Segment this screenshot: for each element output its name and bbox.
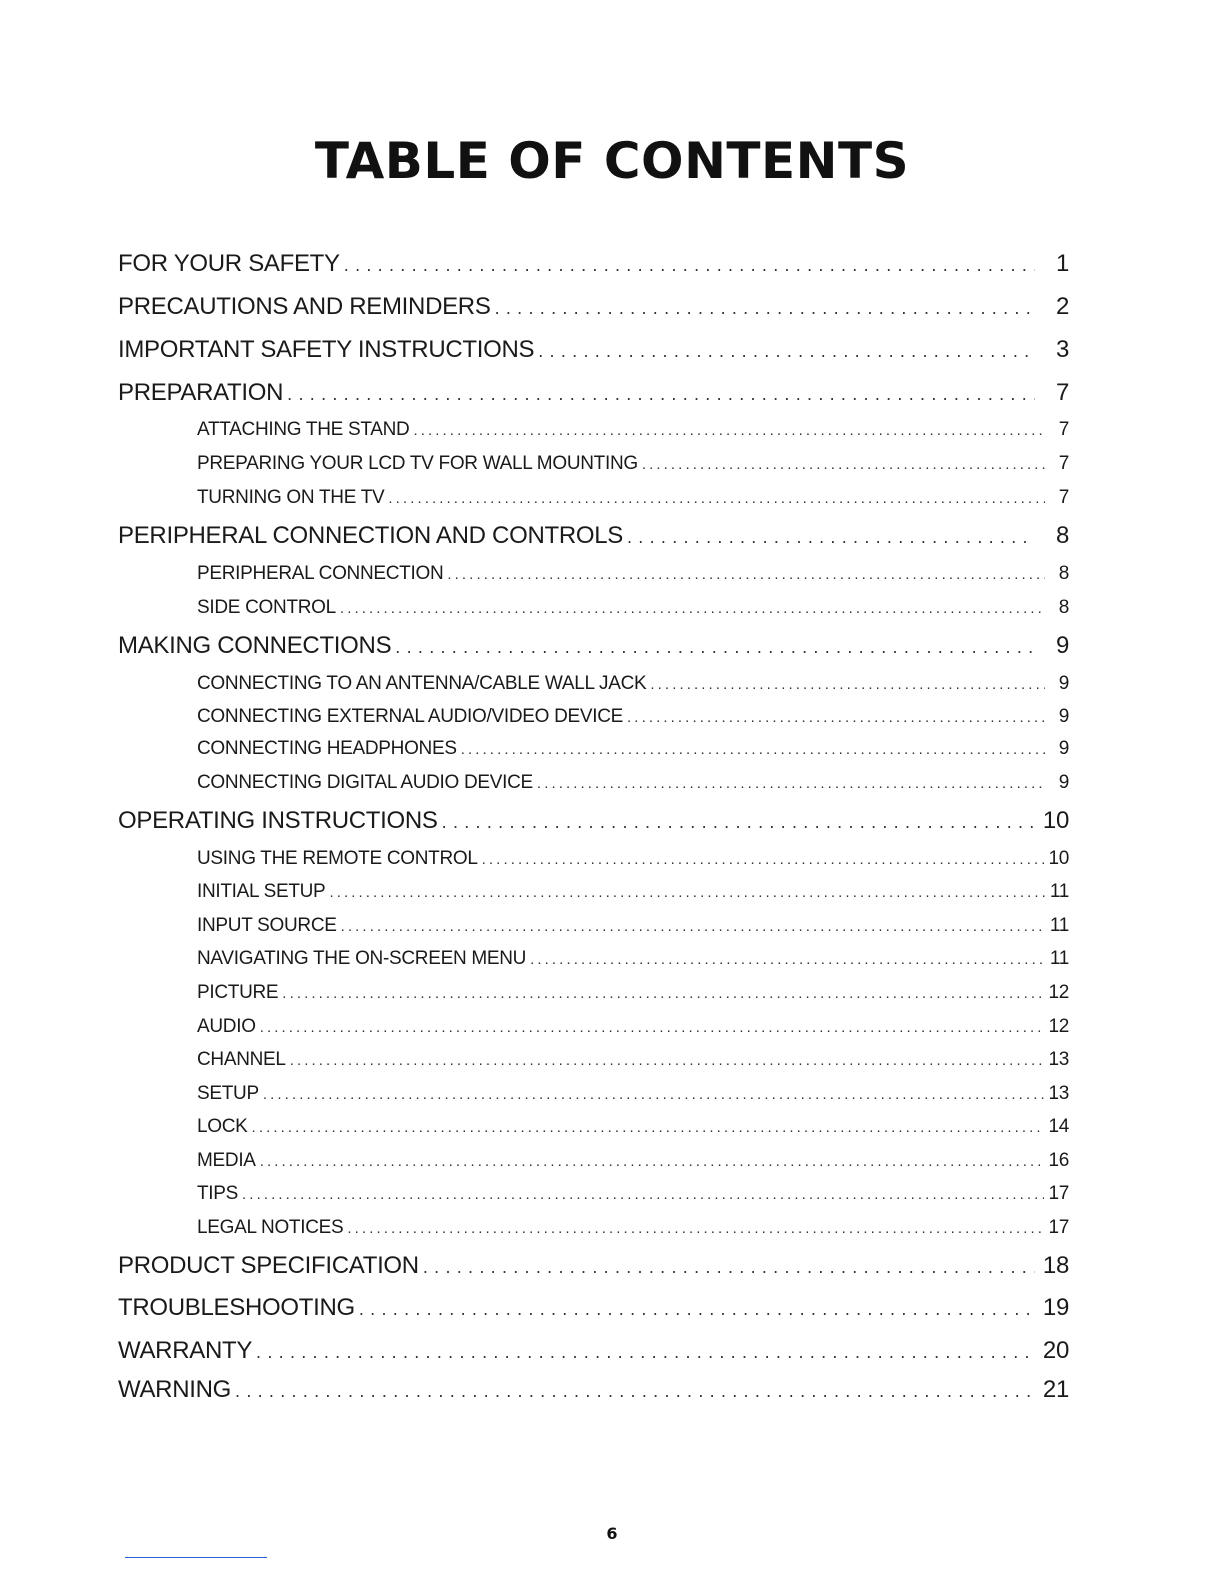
toc-entry-page: 17	[1048, 1183, 1069, 1204]
toc-subentry[interactable]	[197, 948, 1069, 970]
page-title: TABLE OF CONTENTS	[314, 132, 910, 190]
toc-entry-label: SETUP	[197, 1083, 259, 1104]
toc-leader-dots	[235, 1381, 1035, 1402]
toc-subentry[interactable]	[197, 982, 1069, 1004]
toc-entry-page: 21	[1042, 1376, 1069, 1403]
toc-leader-dots	[282, 985, 1044, 1002]
toc-entry-page: 17	[1048, 1217, 1069, 1238]
toc-leader-dots	[495, 298, 1035, 319]
toc-entry-page: 2	[1055, 293, 1069, 320]
toc-leader-dots	[413, 422, 1045, 439]
toc-entry-page: 8	[1058, 597, 1069, 618]
toc-subentry[interactable]	[197, 881, 1069, 903]
toc-entry-page: 19	[1042, 1294, 1069, 1321]
toc-leader-dots	[242, 1186, 1044, 1203]
toc-subentry[interactable]	[197, 673, 1069, 695]
toc-entry-label: MAKING CONNECTIONS	[118, 632, 392, 659]
toc-entry-label: CONNECTING DIGITAL AUDIO DEVICE	[197, 772, 533, 793]
toc-entry[interactable]	[118, 250, 1069, 278]
toc-leader-dots	[642, 456, 1045, 473]
toc-subentry[interactable]	[197, 1016, 1069, 1038]
toc-entry-page: 13	[1048, 1083, 1069, 1104]
toc-leader-dots	[341, 918, 1045, 935]
toc-entry-page: 11	[1049, 915, 1069, 936]
toc-entry-label: WARRANTY	[118, 1337, 253, 1364]
toc-entry-page: 11	[1049, 948, 1069, 969]
toc-entry-label: ATTACHING THE STAND	[197, 419, 410, 440]
toc-leader-dots	[627, 527, 1035, 548]
toc-entry-page: 7	[1058, 419, 1069, 440]
toc-subentry[interactable]	[197, 1183, 1069, 1205]
toc-leader-dots	[442, 812, 1035, 833]
toc-entry-label: WARNING	[118, 1376, 232, 1403]
toc-entry-page: 14	[1048, 1116, 1069, 1137]
toc-subentry[interactable]	[197, 1217, 1069, 1239]
toc-leader-dots	[260, 1153, 1045, 1170]
toc-entry-page: 9	[1058, 772, 1069, 793]
toc-leader-dots	[252, 1119, 1045, 1136]
toc-entry[interactable]	[118, 1337, 1069, 1365]
toc-subentry[interactable]	[197, 597, 1069, 619]
toc-entry-label: SIDE CONTROL	[197, 597, 336, 618]
toc-leader-dots	[347, 1220, 1044, 1237]
toc-subentry[interactable]	[197, 738, 1069, 760]
toc-entry-label: INPUT SOURCE	[197, 915, 337, 936]
toc-leader-dots	[423, 1257, 1035, 1278]
toc-entry-label: INITIAL SETUP	[197, 881, 326, 902]
toc-subentry[interactable]	[197, 915, 1069, 937]
toc-entry-label: USING THE REMOTE CONTROL	[197, 848, 478, 869]
toc-entry[interactable]	[118, 379, 1069, 407]
toc-leader-dots	[482, 851, 1045, 868]
toc-subentry[interactable]	[197, 1150, 1069, 1172]
toc-subentry[interactable]	[197, 419, 1069, 441]
toc-entry-page: 8	[1058, 563, 1069, 584]
toc-leader-dots	[447, 566, 1045, 583]
toc-entry[interactable]	[118, 336, 1069, 364]
toc-entry-label: IMPORTANT SAFETY INSTRUCTIONS	[118, 336, 535, 363]
toc-entry-label: LOCK	[197, 1116, 248, 1137]
toc-leader-dots	[287, 384, 1035, 405]
toc-entry-page: 9	[1055, 632, 1069, 659]
toc-entry[interactable]	[118, 1294, 1069, 1322]
toc-subentry[interactable]	[197, 563, 1069, 585]
toc-entry-page: 12	[1048, 982, 1069, 1003]
toc-subentry[interactable]	[197, 1116, 1069, 1138]
toc-leader-dots	[537, 775, 1045, 792]
toc-entry-page: 11	[1049, 881, 1069, 902]
toc-entry-page: 12	[1048, 1016, 1069, 1037]
toc-entry[interactable]	[118, 1376, 1069, 1404]
toc-entry-label: PREPARATION	[118, 379, 284, 406]
toc-entry-page: 16	[1048, 1150, 1069, 1171]
toc-entry-page: 3	[1055, 336, 1069, 363]
toc-subentry[interactable]	[197, 848, 1069, 870]
toc-entry-label: CONNECTING HEADPHONES	[197, 738, 457, 759]
toc-leader-dots	[329, 884, 1045, 901]
toc-entry-page: 7	[1055, 379, 1069, 406]
toc-entry-label: TIPS	[197, 1183, 239, 1204]
toc-leader-dots	[290, 1052, 1045, 1069]
toc-entry-page: 7	[1058, 453, 1069, 474]
toc-leader-dots	[260, 1019, 1045, 1036]
toc-entry-label: TROUBLESHOOTING	[118, 1294, 355, 1321]
toc-entry-label: MEDIA	[197, 1150, 256, 1171]
toc-entry-label: PREPARING YOUR LCD TV FOR WALL MOUNTING	[197, 453, 638, 474]
toc-leader-dots	[395, 637, 1035, 658]
toc-subentry[interactable]	[197, 487, 1069, 509]
toc-leader-dots	[340, 600, 1045, 617]
toc-entry-label: AUDIO	[197, 1016, 256, 1037]
toc-entry[interactable]	[118, 632, 1069, 660]
toc-entry-page: 10	[1048, 848, 1069, 869]
toc-subentry[interactable]	[197, 772, 1069, 794]
toc-leader-dots	[650, 676, 1045, 693]
toc-entry-page: 8	[1055, 522, 1069, 549]
toc-leader-dots	[627, 709, 1045, 726]
toc-entry-label: CONNECTING TO AN ANTENNA/CABLE WALL JACK	[197, 673, 647, 694]
toc-entry-label: CHANNEL	[197, 1049, 286, 1070]
toc-entry-page: 20	[1042, 1337, 1069, 1364]
toc-subentry[interactable]	[197, 453, 1069, 475]
toc-entry-page: 1	[1055, 250, 1069, 277]
toc-entry-page: 18	[1042, 1252, 1069, 1279]
toc-entry-label: TURNING ON THE TV	[197, 487, 385, 508]
toc-entry-label: LEGAL NOTICES	[197, 1217, 344, 1238]
toc-leader-dots	[538, 341, 1035, 362]
footer-rule	[125, 1557, 267, 1558]
toc-entry-label: PERIPHERAL CONNECTION	[197, 563, 444, 584]
toc-entry-label: PRECAUTIONS AND REMINDERS	[118, 293, 491, 320]
toc-entry-page: 7	[1058, 487, 1069, 508]
toc-leader-dots	[461, 741, 1045, 758]
toc-entry-page: 9	[1058, 738, 1069, 759]
toc-entry[interactable]	[118, 293, 1069, 321]
toc-entry-label: PRODUCT SPECIFICATION	[118, 1252, 419, 1279]
toc-entry-page: 9	[1058, 706, 1069, 727]
toc-entry[interactable]	[118, 807, 1069, 835]
toc-entry[interactable]	[118, 522, 1069, 550]
toc-entry[interactable]	[118, 1252, 1069, 1280]
toc-entry-label: OPERATING INSTRUCTIONS	[118, 807, 438, 834]
toc-entry-page: 13	[1048, 1049, 1069, 1070]
toc-leader-dots	[344, 255, 1035, 276]
toc-subentry[interactable]	[197, 1049, 1069, 1071]
page-number: 6	[606, 1524, 618, 1543]
toc-entry-page: 9	[1058, 673, 1069, 694]
toc-entry-label: CONNECTING EXTERNAL AUDIO/VIDEO DEVICE	[197, 706, 624, 727]
toc-entry-label: PICTURE	[197, 982, 279, 1003]
toc-entry-label: FOR YOUR SAFETY	[118, 250, 340, 277]
toc-subentry[interactable]	[197, 706, 1069, 728]
toc-leader-dots	[256, 1342, 1035, 1363]
toc-leader-dots	[388, 490, 1045, 507]
toc-entry-label: PERIPHERAL CONNECTION AND CONTROLS	[118, 522, 623, 549]
toc-entry-label: NAVIGATING THE ON-SCREEN MENU	[197, 948, 527, 969]
toc-leader-dots	[359, 1299, 1035, 1320]
toc-entry-page: 10	[1042, 807, 1069, 834]
toc-leader-dots	[263, 1086, 1045, 1103]
toc-leader-dots	[530, 951, 1045, 968]
toc-subentry[interactable]	[197, 1083, 1069, 1105]
